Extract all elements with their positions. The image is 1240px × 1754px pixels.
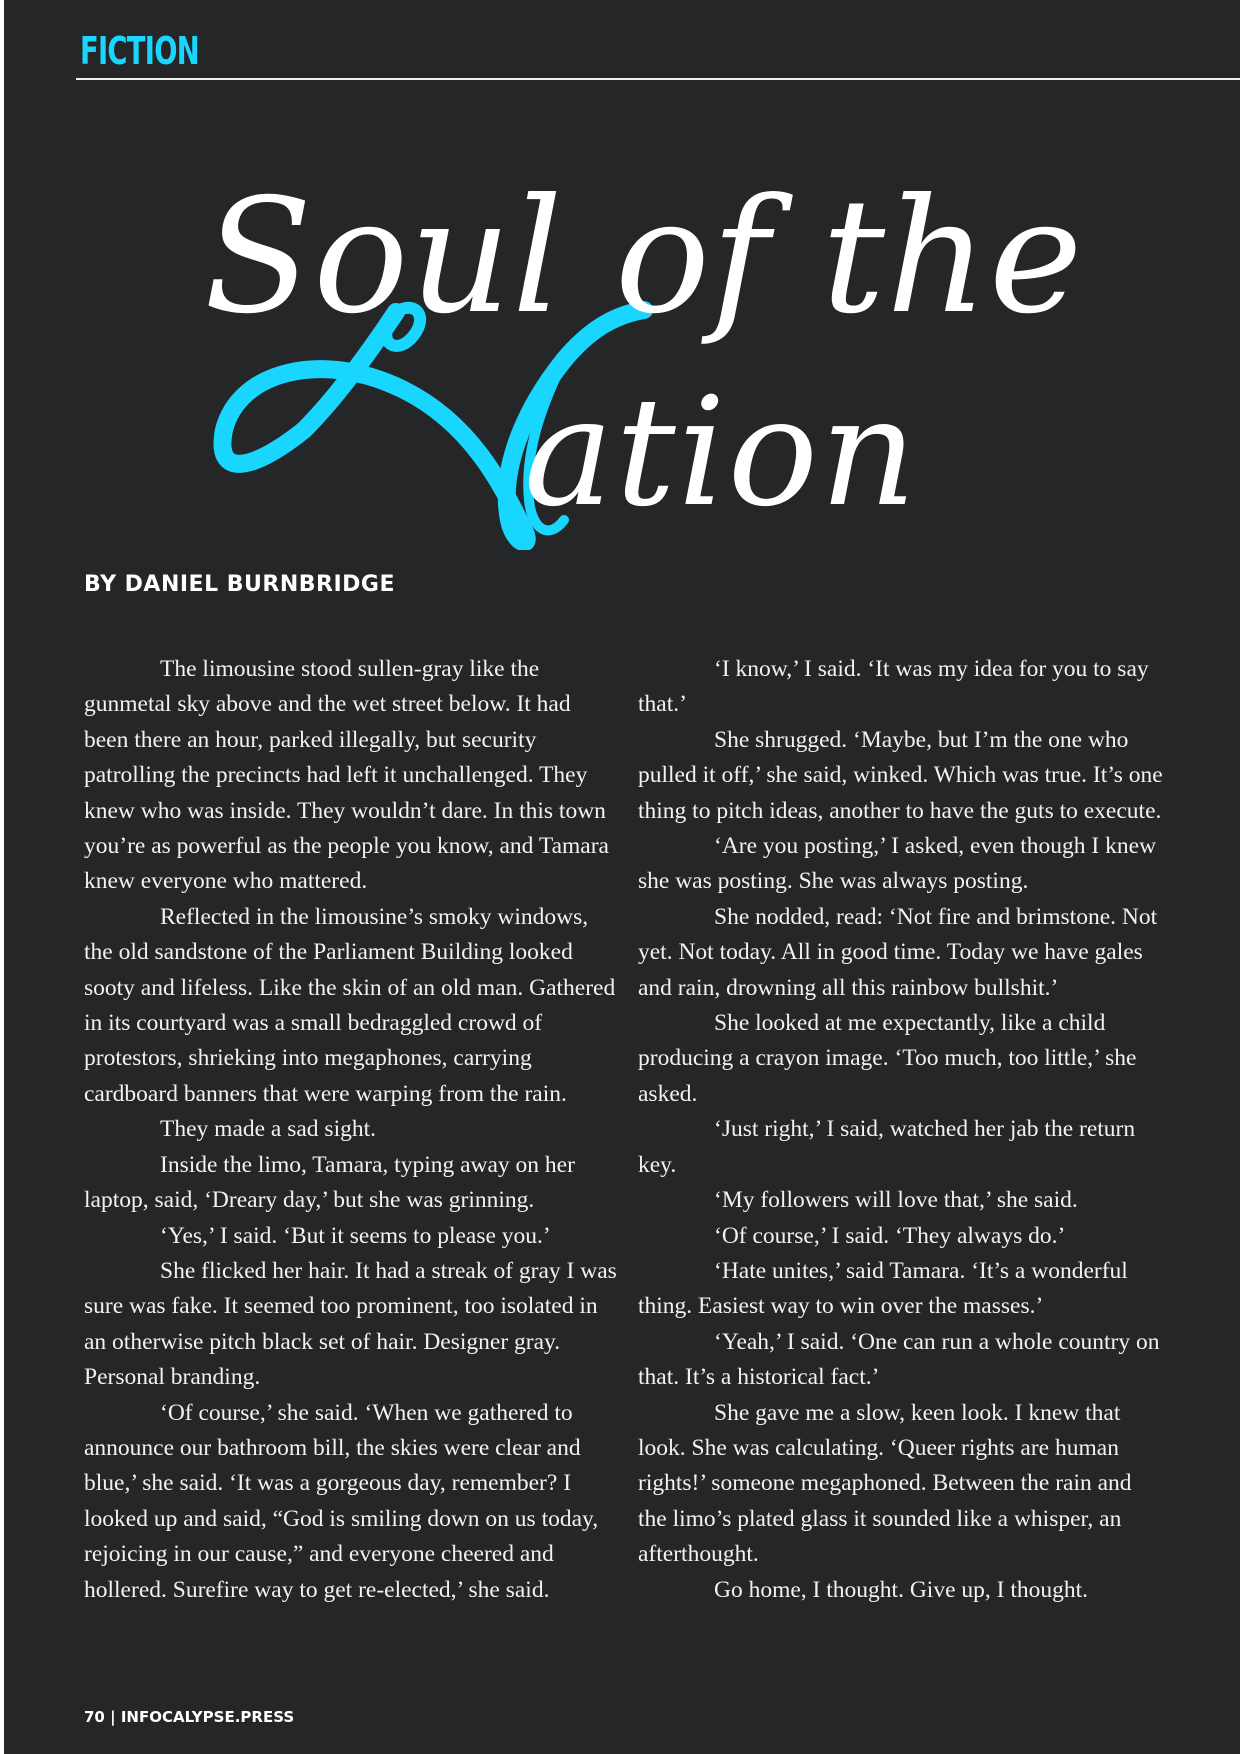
article-column-right (638, 652, 1164, 1608)
title-line-1: Soul of the (204, 165, 1084, 349)
paragraph: ‘Just right,’ I said, watched her jab the return key. (638, 1116, 1136, 1178)
paragraph: ‘Of course,’ she said. ‘When we gathered to announce our bathroom bill, the skies were clear and blue,’ she said. ‘It was a gorgeous day, remember? I looked up and said, “God is smiling down on us today, rejoicing in our cause,” and everyone cheered and hollered. Surefire way to get re-elected,’ she said. (84, 1399, 599, 1603)
paragraph: Inside the limo, Tamara, typing away on her laptop, said, ‘Dreary day,’ but she was grinning. (84, 1151, 575, 1214)
article-column-left (84, 652, 620, 1608)
header-rule (76, 78, 1240, 80)
paragraph: ‘Hate unites,’ said Tamara. ‘It’s a wonderful thing. Easiest way to win over the masses.’ (638, 1257, 1128, 1320)
paragraph: ‘I know,’ I said. ‘It was my idea for you to say that.’ (638, 656, 1149, 718)
paragraph: She looked at me expectantly, like a child producing a crayon image. ‘Too much, too little,’ she asked. (638, 1010, 1137, 1107)
byline: BY DANIEL BURNBRIDGE (84, 572, 395, 597)
magazine-page (4, 0, 1240, 1754)
paragraph: They made a sad sight. (160, 1116, 377, 1143)
paragraph: She flicked her hair. It had a streak of gray I was sure was fake. It seemed too prominent, too isolated in an otherwise pitch black set of hair. Designer gray. Personal branding. (84, 1257, 617, 1391)
site-name: INFOCALYPSE.PRESS (120, 1708, 295, 1726)
page-footer (84, 1708, 294, 1726)
paragraph: She gave me a slow, keen look. I knew that look. She was calculating. ‘Queer rights are human rights!’ someone megaphoned. Between the rain and the limo’s plated glass it sounded like a whisper, an afterthought. (638, 1399, 1132, 1568)
paragraph: The limousine stood sullen-gray like the gunmetal sky above and the wet street below. It had been there an hour, parked illegally, but security patrolling the precincts had left it unchallenged. They knew who was inside. They wouldn’t dare. In this town you’re as powerful as the people you know, and Tamara knew everyone who mattered. (84, 656, 609, 895)
paragraph: She shrugged. ‘Maybe, but I’m the one who pulled it off,’ she said, winked. Which was true. It’s one thing to pitch ideas, another to have the guts to execute. (638, 726, 1163, 824)
section-label: FICTION (80, 29, 199, 73)
paragraph: ‘Are you posting,’ I asked, even though I knew she was posting. She was always posting. (638, 833, 1157, 895)
paragraph: ‘Yes,’ I said. ‘But it seems to please you.’ (160, 1222, 551, 1249)
paragraph: Go home, I thought. Give up, I thought. (714, 1576, 1089, 1603)
paragraph: ‘Of course,’ I said. ‘They always do.’ (714, 1222, 1066, 1249)
page-number: 70 (84, 1708, 105, 1726)
paragraph: Reflected in the limousine’s smoky windows, the old sandstone of the Parliament Building looked sooty and lifeless. Like the skin of an old man. Gathered in its courtyard was a small bedraggled crowd of protestors, shrieking into megaphones, carrying cardboard banners that were warping from the rain. (84, 903, 616, 1107)
paragraph: She nodded, read: ‘Not fire and brimstone. Not yet. Not today. All in good time. Today we have gales and rain, drowning all this rainbow bullshit.’ (638, 903, 1158, 1001)
paragraph: ‘Yeah,’ I said. ‘One can run a whole country on that. It’s a historical fact.’ (638, 1328, 1160, 1391)
paragraph: ‘My followers will love that,’ she said. (714, 1187, 1078, 1214)
title-line-2: ation (524, 366, 919, 540)
footer-separator: | (110, 1708, 116, 1726)
